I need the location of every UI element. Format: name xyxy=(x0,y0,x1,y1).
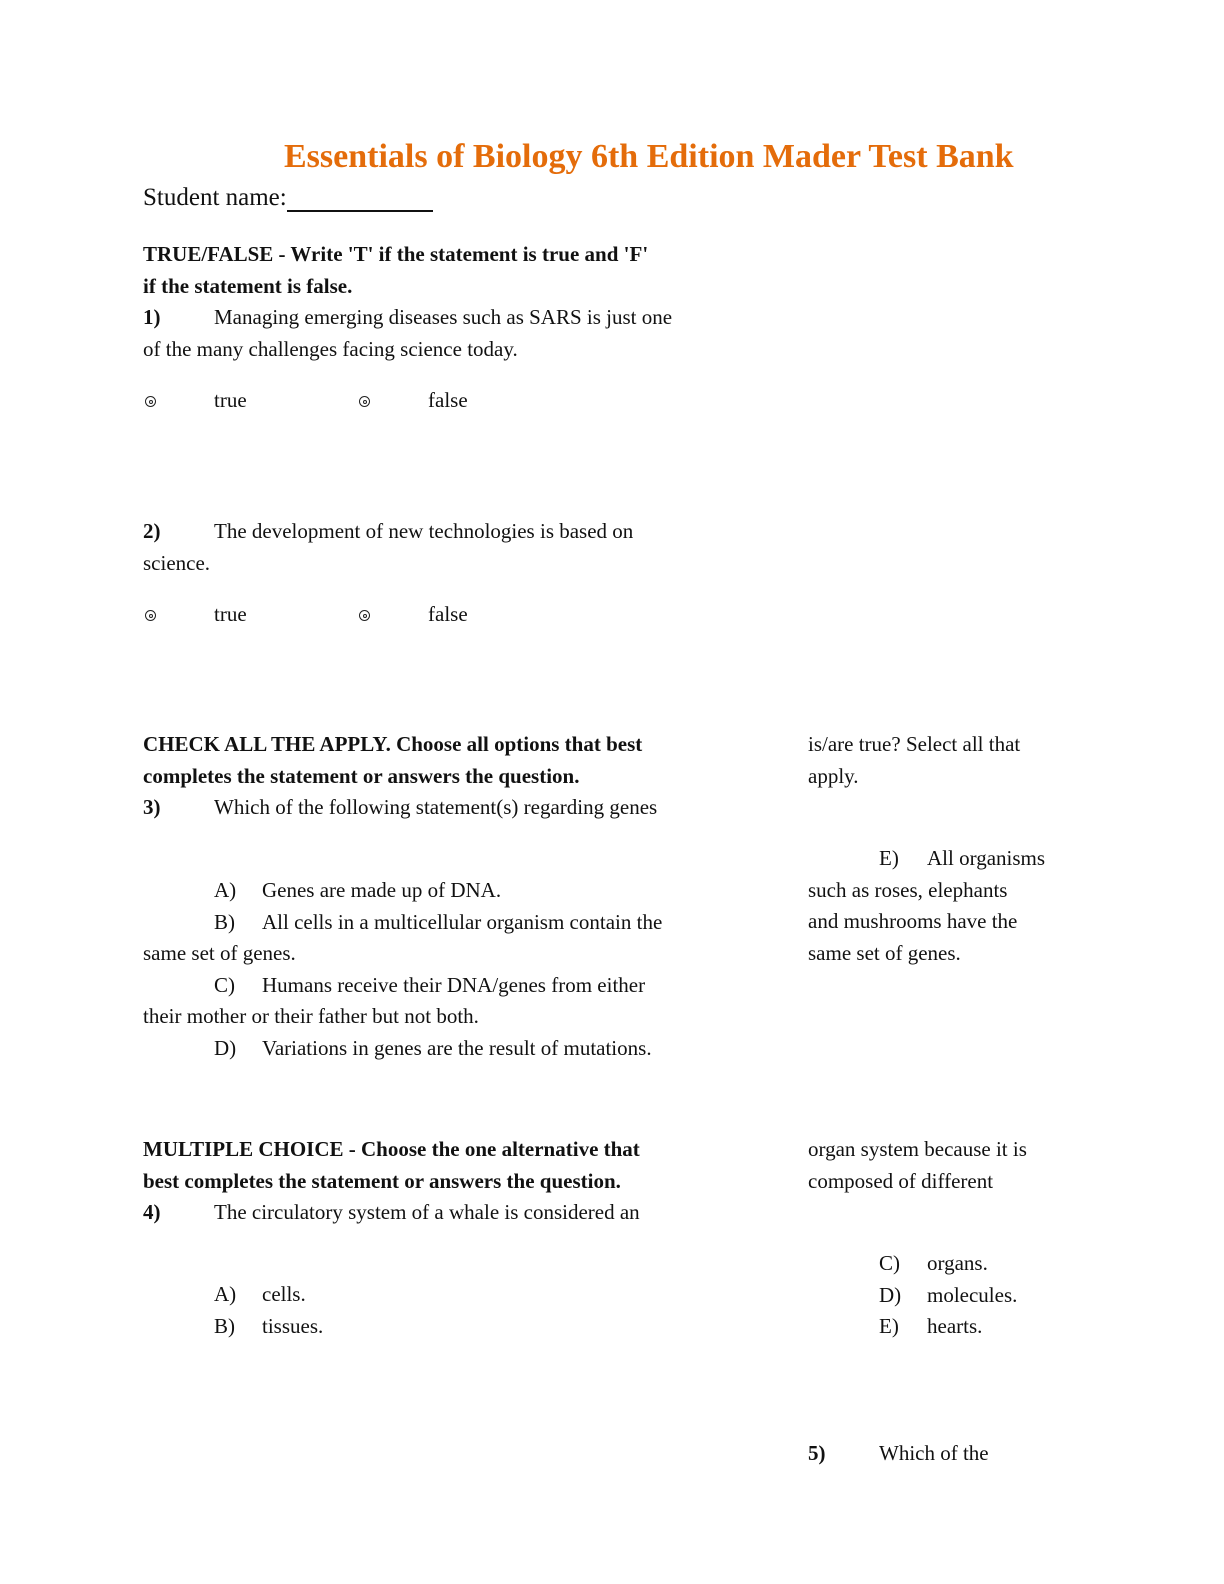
check-all-header: CHECK ALL THE APPLY. Choose all options that best completes the statement or answers the question. xyxy=(143,732,643,788)
q2-option-true-label: true xyxy=(214,602,247,626)
radio-icon[interactable] xyxy=(359,610,370,621)
question-number: 3) xyxy=(143,795,161,819)
q2-option-false-label: false xyxy=(428,602,468,626)
question-4 xyxy=(143,1197,640,1229)
student-name-label: Student name: xyxy=(143,184,287,211)
question-text: Which of the following statement(s) regarding genes xyxy=(214,795,658,819)
question-number: 4) xyxy=(143,1200,161,1224)
option-e: E) hearts. xyxy=(808,1311,1017,1343)
option-c: C) organs. xyxy=(808,1248,1017,1280)
question-4-cont: organ system because it is composed of different xyxy=(808,1137,1027,1193)
student-name-line xyxy=(143,184,433,212)
question-text: The circulatory system of a whale is considered an xyxy=(214,1200,640,1224)
question-number: 1) xyxy=(143,305,161,329)
radio-icon[interactable] xyxy=(145,396,156,407)
question-text: Which of the xyxy=(879,1441,989,1465)
option-b: B) tissues. xyxy=(143,1311,323,1343)
question-2 xyxy=(143,516,633,579)
option-c: C) Humans receive their DNA/genes from either xyxy=(143,970,662,1002)
radio-icon[interactable] xyxy=(359,396,370,407)
option-letter: A) xyxy=(214,1282,237,1306)
option-letter: C) xyxy=(214,972,235,997)
q1-option-true[interactable] xyxy=(145,385,156,417)
option-a: A) cells. xyxy=(143,1279,323,1311)
q1-option-true-label: true xyxy=(214,388,247,412)
question-5 xyxy=(808,1438,989,1470)
question-4-options-right xyxy=(808,1248,1017,1343)
option-letter: B) xyxy=(214,909,235,934)
option-letter: A) xyxy=(214,878,237,902)
option-a: A) Genes are made up of DNA. xyxy=(143,875,662,907)
true-false-header: TRUE/FALSE - Write 'T' if the statement is true and 'F' if the statement is false. xyxy=(143,242,649,298)
question-text: The development of new technologies is based on xyxy=(214,519,634,543)
question-number: 2) xyxy=(143,519,161,543)
option-letter: D) xyxy=(214,1035,237,1060)
student-name-blank[interactable] xyxy=(287,184,433,212)
option-letter: D) xyxy=(879,1282,902,1307)
question-text-cont: of the many challenges facing science today. xyxy=(143,336,518,361)
q1-option-false-label: false xyxy=(428,388,468,412)
option-d: D) molecules. xyxy=(808,1280,1017,1312)
multiple-choice-header: MULTIPLE CHOICE - Choose the one alternative that best completes the statement or answers the question. xyxy=(143,1137,640,1193)
question-3 xyxy=(143,792,657,824)
question-text: Managing emerging diseases such as SARS is just one xyxy=(214,305,673,329)
q1-option-false[interactable] xyxy=(359,385,370,417)
question-number: 5) xyxy=(808,1441,826,1465)
option-b: B) All cells in a multicellular organism contain the xyxy=(143,907,662,939)
radio-icon[interactable] xyxy=(145,610,156,621)
question-4-options-left xyxy=(143,1279,323,1342)
q2-option-false[interactable] xyxy=(359,599,370,631)
option-d: D) Variations in genes are the result of mutations. xyxy=(143,1033,662,1065)
option-letter: C) xyxy=(879,1251,900,1275)
question-3-option-e: E) All organisms such as roses, elephants and mushrooms have the same set of genes. xyxy=(808,843,1045,969)
option-letter: E) xyxy=(879,846,899,870)
question-text-cont: science. xyxy=(143,550,211,575)
q2-option-true[interactable] xyxy=(145,599,156,631)
question-1 xyxy=(143,302,672,365)
question-3-options: A) Genes are made up of DNA. B) All cells in a multicellular organism contain the same set of genes. C) Humans receive their DNA/genes from either their mother or their father but not both. D) Variations in genes are the result of mutations. xyxy=(143,875,662,1064)
option-letter: B) xyxy=(214,1313,235,1338)
document-title: Essentials of Biology 6th Edition Mader Test Bank xyxy=(284,138,1014,175)
option-letter: E) xyxy=(879,1314,899,1338)
question-3-cont: is/are true? Select all that apply. xyxy=(808,732,1021,788)
